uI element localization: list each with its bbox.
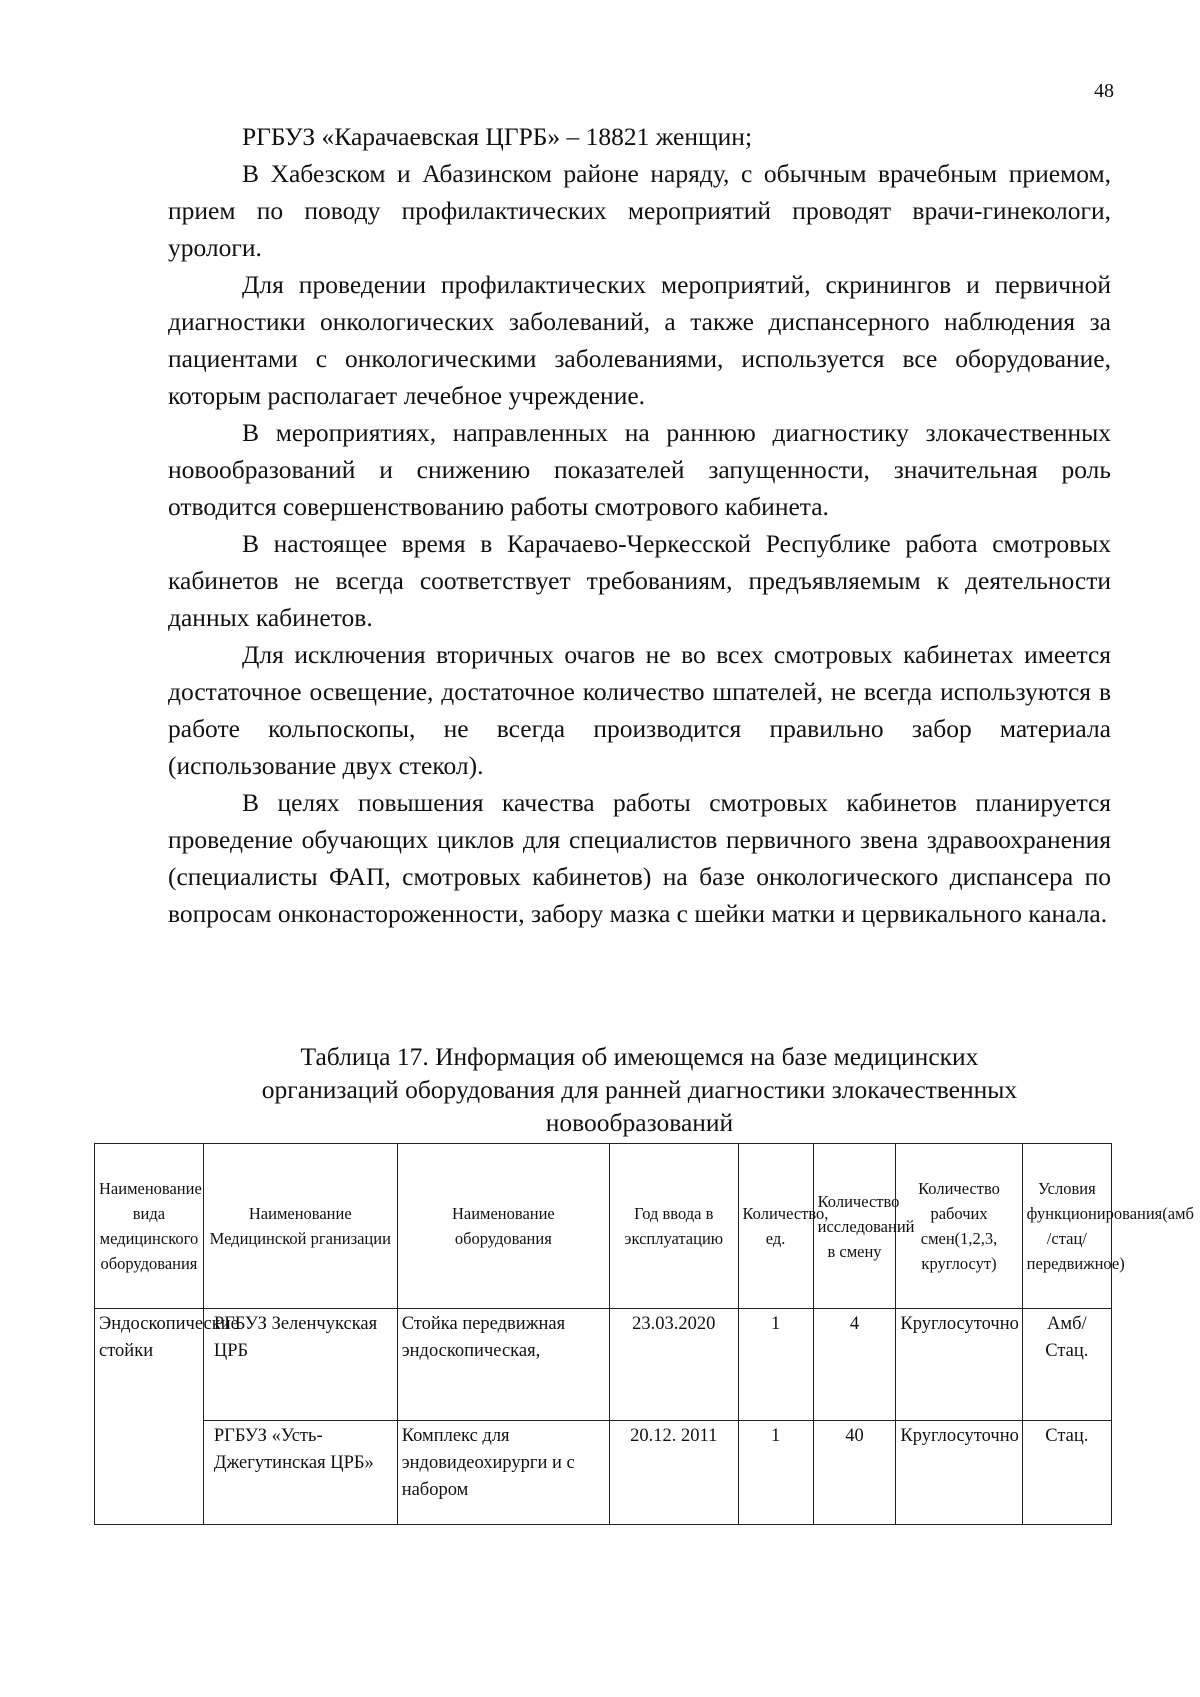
caption-line-2: организаций оборудования для ранней диагностики злокачественных (261, 1075, 1018, 1104)
row-2-year: 20.12. 2011 (610, 1421, 738, 1525)
caption-line-1: Таблица 17. Информация об имеющемся на базе медицинских (300, 1042, 979, 1071)
row-2-organization: РГБУЗ «Усть-Джегутинская ЦРБ» (203, 1421, 397, 1525)
row-1-studies: 4 (813, 1309, 896, 1421)
header-equipment-type: Наименование вида медицинского оборудования (95, 1144, 204, 1309)
table-row (95, 1421, 1112, 1525)
table-caption (168, 1040, 1111, 1139)
header-studies: Количество исследований в смену (813, 1144, 896, 1309)
row-1-conditions: Амб/Стац. (1022, 1309, 1111, 1421)
paragraph-1: РГБУЗ «Карачаевская ЦГРБ» – 18821 женщин; (242, 122, 753, 151)
page-number: 48 (1094, 80, 1114, 102)
row-1-organization: РГБУЗ Зеленчукская ЦРБ (203, 1309, 397, 1421)
paragraph-2: В Хабезском и Абазинском районе наряду, с обычным врачебным приемом, прием по поводу профилактических мероприятий проводят врачи-гинекологи, урологи. (168, 159, 1111, 262)
header-year: Год ввода в эксплуатацию (610, 1144, 738, 1309)
table-header-row (95, 1144, 1112, 1309)
paragraph-7: В целях повышения качества работы смотровых кабинетов планируется проведение обучающих циклов для специалистов первичного звена здравоохранения (специалисты ФАП, смотровых кабинетов) на базе онкологического диспансера по вопросам онконастороженности, забору мазка с шейки матки и цервикального канала. (168, 788, 1111, 928)
header-organization: Наименование Медицинской рганизации (203, 1144, 397, 1309)
row-1-quantity: 1 (738, 1309, 813, 1421)
caption-line-3: новообразований (545, 1108, 734, 1137)
body-text (168, 118, 1111, 932)
row-2-conditions: Стац. (1022, 1421, 1111, 1525)
header-equipment-name: Наименование оборудования (397, 1144, 609, 1309)
paragraph-4: В мероприятиях, направленных на раннюю диагностику злокачественных новообразований и снижению показателей запущенности, значительная роль отводится совершенствованию работы смотрового кабинета. (168, 418, 1111, 521)
row-2-quantity: 1 (738, 1421, 813, 1525)
equipment-table (94, 1143, 1194, 1525)
header-quantity: Количество, ед. (738, 1144, 813, 1309)
row-1-shifts: Круглосуточно (896, 1309, 1022, 1421)
row-2-equipment: Комплекс для эндовидеохирурги и с набором (397, 1421, 609, 1525)
row-2-shifts: Круглосуточно (896, 1421, 1022, 1525)
header-shifts: Количество рабочих смен(1,2,3, круглосут) (896, 1144, 1022, 1309)
paragraph-5: В настоящее время в Карачаево-Черкесской Республике работа смотровых кабинетов не всегда соответствует требованиям, предъявляемым к деятельности данных кабинетов. (168, 529, 1111, 632)
group-label-cell: Эндоскопические стойки (95, 1309, 204, 1525)
paragraph-6: Для исключения вторичных очагов не во всех смотровых кабинетах имеется достаточное освещение, достаточное количество шпателей, не всегда используются в работе кольпоскопы, не всегда производится правильно забор материала (использование двух стекол). (168, 640, 1111, 780)
row-1-equipment: Стойка передвижная эндоскопическая, (397, 1309, 609, 1421)
row-1-year: 23.03.2020 (610, 1309, 738, 1421)
paragraph-3: Для проведении профилактических мероприятий, скринингов и первичной диагностики онкологических заболеваний, а также диспансерного наблюдения за пациентами с онкологическими заболеваниями, используется все оборудование, которым располагает лечебное учреждение. (168, 270, 1111, 410)
row-2-studies: 40 (813, 1421, 896, 1525)
table-row (95, 1309, 1112, 1421)
header-conditions: Условия функционирования(амб /стац/передвижное) (1022, 1144, 1111, 1309)
